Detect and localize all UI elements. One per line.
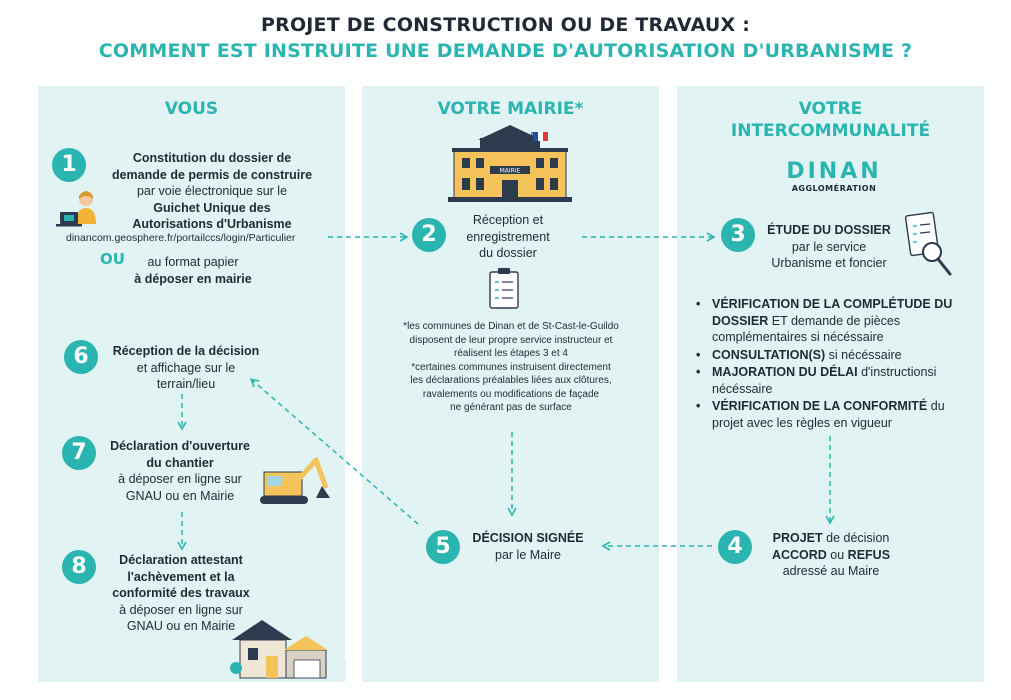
page-title: PROJET DE CONSTRUCTION OU DE TRAVAUX : — [260, 14, 751, 36]
step-8-title-line1: Déclaration attestant — [119, 553, 243, 567]
step-7-title-line2: du chantier — [146, 455, 214, 470]
footnote-line2: disposent de leur propre service instructeur et — [409, 334, 613, 346]
bullet-completude: • VÉRIFICATION DE LA COMPLÉTUDE DU DOSSIER ET demande de pièces complémentaires si nécéssaire — [692, 296, 962, 346]
footnote-line5: les déclarations préalables liées aux clôtures, — [410, 375, 612, 386]
logo-name: DINAN — [786, 159, 882, 184]
page-subtitle: COMMENT EST INSTRUITE UNE DEMANDE D'AUTORISATION D'URBANISME ? — [98, 40, 913, 62]
step-6-title: Réception de la décision — [112, 344, 260, 358]
bullet-conformite: • VÉRIFICATION DE LA CONFORMITÉ du projet avec les règles en vigueur — [692, 398, 962, 431]
column-title-interco-line1: VOTRE — [798, 99, 863, 119]
footnote-line6: ravalements ou modifications de façade — [422, 388, 600, 400]
step-6-line3: terrain/lieu — [156, 377, 216, 391]
house-icon — [230, 620, 346, 680]
logo-subtitle: AGGLOMÉRATION — [791, 184, 877, 193]
bullet-consultation: • CONSULTATION(S) si nécéssaire — [692, 347, 962, 364]
step-3-line3: Urbanisme et foncier — [771, 256, 887, 270]
step-2-badge: 2 — [412, 218, 446, 252]
step-3-badge: 3 — [721, 218, 755, 252]
step-7-line4: GNAU ou en Mairie — [125, 488, 235, 503]
step-1-badge: 1 — [52, 148, 86, 182]
step-4-refus: REFUS — [847, 547, 891, 562]
excavator-icon — [260, 460, 330, 504]
mairie-sign: MAIRIE — [499, 167, 521, 175]
person-laptop-icon — [56, 191, 96, 227]
step-5-badge: 5 — [426, 530, 460, 564]
column-title-interco-line2: INTERCOMMUNALITÉ — [730, 121, 931, 141]
town-hall-icon — [448, 125, 572, 202]
footnote-line1: *les communes de Dinan et de St-Cast-le-Guildo — [403, 321, 619, 332]
step-2-line1: Réception et — [472, 213, 544, 227]
step-6-badge: 6 — [64, 340, 98, 374]
step-8-line4: à déposer en ligne sur — [119, 602, 243, 617]
step-4-text: PROJET de décision ACCORD ou REFUS adressé au Maire — [756, 530, 906, 580]
step-4-badge: 4 — [718, 530, 752, 564]
footnote-line3: réalisent les étapes 3 et 4 — [454, 348, 568, 359]
step-3-title: ÉTUDE DU DOSSIER — [767, 223, 891, 237]
step-8-badge: 8 — [62, 550, 96, 584]
step-8-title-line2: l'achèvement et la — [127, 569, 235, 584]
step-1-guichet-line1: Guichet Unique des — [153, 200, 271, 215]
step-4-accord: ACCORD — [771, 547, 827, 562]
step-2-line2: enregistrement — [466, 229, 550, 244]
step-1-title-line2: demande de permis de construire — [111, 167, 313, 182]
bullet-majoration: • MAJORATION DU DÉLAI d'instructionsi nécéssaire — [692, 364, 962, 397]
column-title-vous: VOUS — [164, 99, 219, 119]
step-1-paper-line1: au format papier — [147, 255, 239, 269]
step-8-title-line3: conformité des travaux — [112, 586, 250, 600]
step-5-title: DÉCISION SIGNÉE — [472, 531, 584, 545]
step-8-line5: GNAU ou en Mairie — [126, 619, 236, 633]
footnote-line7: ne générant pas de surface — [450, 402, 572, 413]
step-7-title-line1: Déclaration d'ouverture — [110, 439, 250, 453]
footnote-line4: *certaines communes instruisent directement — [411, 361, 611, 373]
step-3-line2: par le service — [791, 239, 867, 254]
column-title-mairie: VOTRE MAIRIE* — [437, 99, 584, 119]
checklist-icon — [490, 268, 518, 308]
magnifier-checklist-icon — [905, 212, 950, 274]
step-4-line3: adressé au Maire — [782, 564, 880, 578]
step-7-badge: 7 — [62, 436, 96, 470]
step-1-ou: OU — [100, 250, 125, 268]
step-1-line3: par voie électronique sur le — [136, 184, 288, 198]
step-7-line3: à déposer en ligne sur — [118, 472, 242, 486]
step-1-url[interactable]: dinancom.geosphere.fr/portailccs/login/Particulier — [66, 232, 296, 244]
step-1-guichet-line2: Autorisations d'Urbanisme — [132, 217, 292, 231]
step-2-line3: du dossier — [479, 246, 537, 260]
step-1-paper-line2: à déposer en mairie — [134, 271, 252, 286]
step-6-line2: et affichage sur le — [136, 360, 236, 375]
step-4-projet: PROJET — [772, 531, 823, 545]
step-1-title-line1: Constitution du dossier de — [132, 151, 292, 165]
step-5-line2: par le Maire — [495, 547, 561, 562]
